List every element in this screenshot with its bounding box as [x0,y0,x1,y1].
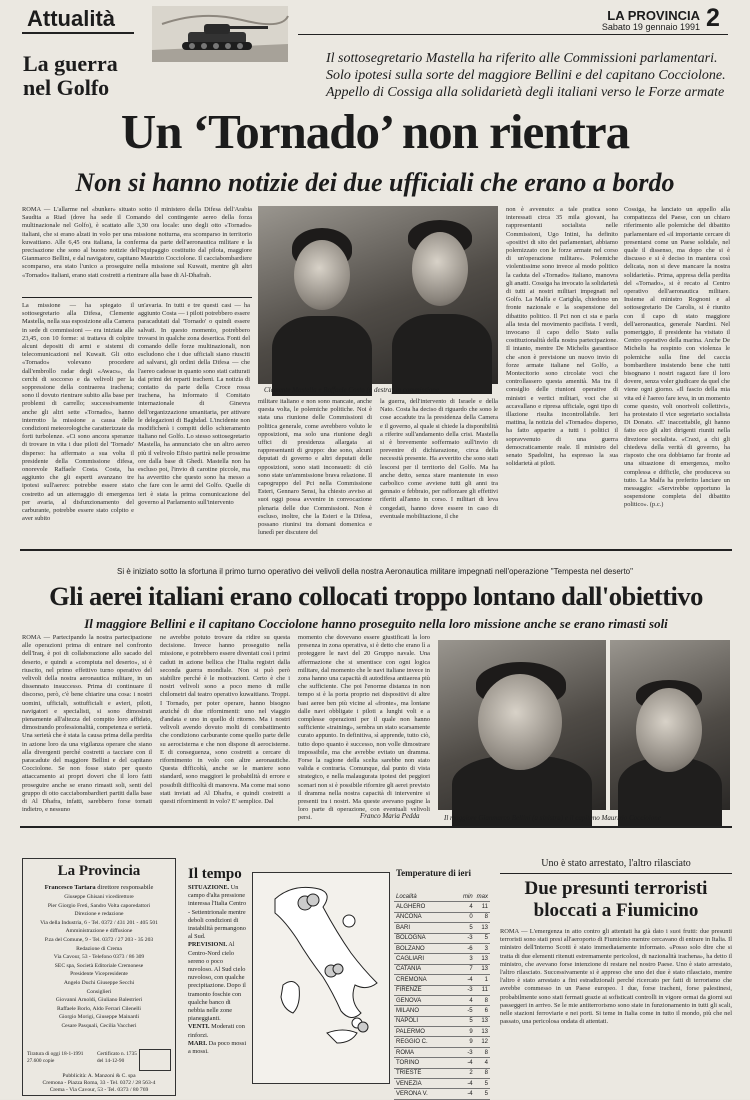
temperature-row [394,933,490,943]
max-temp-cell: 11 [475,985,490,995]
temperature-row [394,902,490,912]
masthead-box [22,858,176,1096]
section-label: Attualità [27,6,115,31]
lead-photo [258,206,498,384]
temperature-row [394,1037,490,1047]
masthead-box-line: Giorgio Morigi, Giuseppe Mainardi [58,1014,140,1021]
publisher-address: Cremona - Piazza Roma, 33 - Tel. 0372 / 28 563-4 [42,1080,156,1086]
second-byline: Franco Maria Pedda [360,812,420,820]
city-cell: BARI [394,923,460,933]
masthead-box-line: SEC spa, Società Editoriale Cremonese [54,962,144,969]
page-number: 2 [706,4,720,32]
max-temp-cell: 8 [475,995,490,1005]
temperature-row [394,954,490,964]
max-temp-cell: 5 [475,1079,490,1089]
intro-rule [22,297,252,298]
max-temp-cell: 13 [475,923,490,933]
max-temp-cell: 12 [475,1037,490,1047]
weather-title: Il tempo [188,866,242,882]
max-temp-cell: 13 [475,1016,490,1026]
weather-text [188,884,248,1056]
publisher-address-2: Crema - Via Cavour, 53 - Tel. 0373 / 80 769 [49,1087,149,1093]
cloud-sun-icon [352,1018,368,1032]
max-temp-cell: 8 [475,1068,490,1078]
min-temp-cell: 0 [460,912,475,922]
masthead-box-line: Direzione e redazione [74,911,124,918]
masthead-box-lines [23,893,175,1031]
min-temp-cell: -3 [460,933,475,943]
min-temp-cell: -3 [460,1047,475,1057]
third-headline-line-1: Due presunti terroristi [524,878,708,899]
temperature-row [394,1006,490,1016]
masthead-box-line: Giovanni Arnoldi, Giuliano Balestrieri [55,997,143,1004]
masthead-box-line: Presidente Vicepresidente [70,971,128,978]
city-cell: GENOVA [394,995,460,1005]
temperatures-title: Temperature di ieri [396,868,471,878]
city-cell: REGGIO C. [394,1037,460,1047]
min-temp-cell: 4 [460,902,475,912]
masthead-box-line: Via Cavour, 53 - Telefono 0373 / 86 309 [53,954,145,961]
temperature-row [394,912,490,922]
kicker-line-1: La guerra [23,51,118,76]
director-role: direttore responsabile [97,884,154,891]
max-temp-cell: 13 [475,964,490,974]
city-cell: CATANIA [394,964,460,974]
max-temp-cell: 11 [475,902,490,912]
min-temp-cell: -4 [460,1058,475,1068]
masthead-certificate: Certificato n. 1735 del 14-12-90 [97,1051,137,1064]
max-temp-cell: 8 [475,1047,490,1057]
mari-label: MARI. [188,1039,208,1047]
temperature-row [394,964,490,974]
previsioni-text: Al Centro-Nord cielo sereno o poco nuvoloso. Al Sud cielo nuvoloso, con qualche precipitazione. Dopo il tramonto foschie con qualche banco di nebbia nelle zone pianeggianti. [188,941,246,1023]
masthead-box-line: Angelo Duchi Giuseppe Secchi [63,979,135,986]
temperature-row [394,1089,490,1099]
director-name: Francesco Tartara [44,884,96,891]
mari-text: Da poco mossi a mossi. [188,1039,247,1056]
lead-subhead: Non si hanno notizie dei due ufficiali che erano a bordo [75,168,675,197]
second-photo-caption: Il maggiore Gianmarco Bellini (a sinistra) e il capitano Maurizio Cocciolone [444,814,661,822]
temperature-row [394,985,490,995]
city-cell: BOLOGNA [394,933,460,943]
deck-line-3: Appello di Cossiga alla solidarietà degli italiani verso le Forze armate [326,85,725,100]
masthead-box-line: Amministrazione e diffusione [65,928,133,935]
city-cell: PALERMO [394,1027,460,1037]
second-subhead: Il maggiore Bellini e il capitano Cocciolone hanno proseguito nella loro missione anche se erano rimasti soli [84,616,668,631]
temperatures-table-wrap [394,892,490,1100]
masthead-box-line: P.za del Comune, 9 - Tel. 0372 / 27 203 - 35 203 [44,936,154,943]
city-cell: CREMONA [394,975,460,985]
third-body: ROMA — L'emergenza in atto contro gli attentati ha già dato i suoi frutti: due presunti terroristi sono stati presi all'aeroporto di Fiumicino mentre cercavano di entrare in Italia. Il ministro dell'Interno Scotti è stato immediatamente informato. «Posso solo dire che si tratta di due elementi ritenuti estremamente pericolosi, di nazionalità irachena», ha detto il ministro, che avevano forse intenzione di restare nel nostro Paese. Uno è stato arrestato, l'altro rilasciato. Successivamente si è appreso che uno dei due è stato rilasciato, mentre l'altro è stato arrestato a fini estradizionali perché ricercato per fatti di terrorismo che avrebbe commesso in un Paese europeo. I due, forse iracheni, forse palestinesi, probabilmente sono stati fermati grazie ai sofisticati controlli in vigore ormai da giorni sui passeggeri in arrivo. Se le mie antiterrorismo sono state in funzionamento in tutti gli scali, nelle stazioni ferroviarie e nei porti. Si teme in Italia come in tutto il mondo, più che nel passato, una pericolosa ondata di attentati. [500,928,732,1026]
min-temp-cell: -4 [460,975,475,985]
city-cell: ROMA [394,1047,460,1057]
lead-column-6: Cossiga, ha lanciato un appello alla compattezza del Paese, con un chiaro riferimento alle polemiche del dibattito parlamentare ed «il importante cercare di presentarsi come un Paese solidale, nel quale il dissenso, ma dopo che si è discusso e si è deciso in maniera così delicata, non si deve mancare la nostra solidarietà». Prima, appresa della perdita del «Tornado», si è recato al Centro operativo dell'aeronautica militare. Insieme al ministro Rognoni e al sottosegretario De Carolis, si è riunito con il capo di stato maggiore dell'aeronautica, generale Nardini. Nel pomeriggio, il presidente ha visitato il Centro operativo della marina. Anche De Michelis ha respinto con violenza le polemiche sulla fine del caccia bombardiere insistendo bene che tutti bisognano i nostri ragazzi fare il loro dovere, senza voler giudicare da quel che viene ogni giorno. «Il fascio della mia vita ed è l'aereo fare ieva, in un momento come questo, voli onorivoli collettivi», ha protestato il vice segretario socialista Di Donato. «E' inaccettabile, gli hanno fatto eco gli altri dirigenti riuniti nella direzione socialista. «Craxi, a chi gli chiedeva della verità di governo, ha risposto che ora dobbiamo far fronte ad una situazione di emergenza, molto complessa e difficile, che produceva su tutto. La Malfa ha preferito lanciare un messaggio: «Servirebbe opportuno la sospensione completa del dibattito politico». (p.c.) [624,206,730,509]
min-temp-cell: 4 [460,995,475,1005]
second-photo-right [610,640,730,810]
max-temp-cell: 13 [475,1027,490,1037]
third-headline-line-2: bloccati a Fiumicino [533,900,699,921]
max-temp-cell: 8 [475,912,490,922]
min-temp-cell: 7 [460,964,475,974]
max-temp-cell: 5 [475,1089,490,1099]
city-cell: MILANO [394,1006,460,1016]
second-column-1: ROMA — Partecipando la nostra partecipazione alle operazioni prima di entrare nel confronto dell'Iraq, è poi di collaborazione allo sacado del deserto, e quindi a «compiuta nel deserto», si è riuscito, nel primo effettivo turno operativo del velivoli della nostra aeronautica militare, in un dissennato insuccesso. Prima di continuare il discorso, però, c'è bene chiarire una cosa: i nostri uomini, ufficiali, sottufficiali e avieri, piloti, navigatori e specialisti, si sono dimostrati pienamente all'altezza del compito loro affidato, dimostrando professionalità, competenza e serietà. Una serietà che è stata la causa prima della perdita in azione loro da una vigilanza operare che siano alla divergenti perché costretti a tacciare con il paracadute del maggiore Bellini e del capitano Cocciolone. Se non fosse stato per questo attaccamento ai propri doveri che il loro fatti proseguire anche se erano rimasti soli, senti del gruppo di otto cacciabombardieri partiti dalla base di Al Dhafra, infatti, sarebbero forse tornati indietro, e nessuno [22,634,152,814]
deck-line-2: Solo ipotesi sulla sorte del maggiore Bellini e del capitano Cocciolone. [326,68,726,83]
city-cell: CAGLIARI [394,954,460,964]
paper-date: Sabato 19 gennaio 1991 [601,22,700,32]
temperatures-header-cell: Località [394,892,460,902]
lead-headline: Un ‘Tornado’ non rientra [120,104,630,159]
lead-column-2: un'avaria. In tutti e tre questi casi — ha aggiunto Costa — i piloti potrebbero essere paracadutati dal 'Tornado' o quindi essere salvati. In questo momento, potrebbero trovarsi in qualche zona desertica. Fonti del comando delle forze multinazionali, non escludono che i due ufficiali siano riusciti ad salvarsi, gli ordini della Difesa — che l'aereo cadesse in quanto sono stati catturati dai primi dei reparti iracheni. La notizia di contatto da parte della Croce rossa irachena, ha informato il Comitato internazionale di Ginevra dell'organizzazione umanitaria, per attivare le delegazioni di Baghdad. L'incidente non modificherà i compiti dello schieramento italiano nel Golfo. Lo stesso sottosegretario Mastella, ha annunciato che un altro aereo più il velivolo Efisio partirà nelle prossime ore dalla base di Ghedi. Mastella non ha escluso poi, l'invio di carotine piccole, ma ha avvertito che questo sono ha messo a che fare con le armi del Golfo. Quelle di ieri è stata la prima comunicazione del governo al Parlamento sull'intervento [138,302,250,506]
max-temp-cell: 5 [475,933,490,943]
weather-map [252,872,390,1084]
city-cell: TRIESTE [394,1068,460,1078]
situazione-text: Un campo d'alta pressione interessa l'Italia Centro - Settentrionale mentre deboli condizioni di instabilità permangono al Sud. [188,884,247,941]
city-cell: TORINO [394,1058,460,1068]
min-temp-cell: 5 [460,1016,475,1026]
masthead-box-line: Consiglieri [86,988,112,995]
temperatures-table [394,892,490,1100]
max-temp-cell: 1 [475,975,490,985]
third-headline [500,878,732,922]
venti-text: Moderati con rinforzi. [188,1023,245,1039]
min-temp-cell: -6 [460,943,475,953]
publisher-name: Pubblicità: A. Manzoni & C. spa [62,1073,136,1079]
temperature-row [394,923,490,933]
city-cell: BOLZANO [394,943,460,953]
previsioni-label: PREVISIONI. [188,941,228,949]
temperature-row [394,1058,490,1068]
temperatures-header-row [394,892,490,902]
bottom-divider [20,826,732,828]
situazione-label: SITUAZIONE. [188,884,230,891]
certification-seal [139,1049,171,1071]
sun-icon [343,915,355,927]
masthead-publisher [23,1073,175,1094]
masthead-rule [298,34,728,35]
city-cell: ANCONA [394,912,460,922]
min-temp-cell: -5 [460,1006,475,1016]
temperatures-header-cell: min [460,892,475,902]
lead-column-5: non è avvenuto: a tale pratica sono interessati circa 35 mila giovani, ha rappresentanti socialista nelle Commissioni, Ugo Intini, ha definito «positivi di sito dei parlamentari, abbiamo polemizzato con le forze armate nel corso di un'operazione militare». Polemiche violentissime sono invece al modo politico la caduta del «Tornado» italiano, manovra gli anatti. Cossiga ha invocato la solidarietà di tutti ai nostri militari impegnati nel Golfo. La Malfa e Carighla, chiedono un fronte nazionale e la sospensione del dibattito politico. Il Pci non ci sta e parla alla testa del movimento pacifista. I verdi, invocano il capo dello Stato sulla costituzionalità della nostra partecipazione. Il intanto, mentre De Michelis garantisce che «non è previsione un nuovo invio di forze armate italiane nel Golfo, a Montecitorio sono circolate voci che controllassero questa amenità. Ma tra il consiglio delle riunioni operative di ministri e vertici militari, voci che si accavallano e ripresa ufficiale, ogni tipo di illazione risulta incontrollabile. Ieri mattina, la notizia del «Tornado» disperso, ha fatto apparire a tutti i politici il sopravvenuto di una guerra democraticamente reale. Il ministro del senato Spadolini, ha espresso la sua solidarietà ai piloti. [506,206,618,468]
min-temp-cell: 2 [460,1068,475,1078]
lead-column-3: militare italiano e non sono mancate, anche questa volta, le polemiche politiche. Noi è stata una riunione delle Commissioni di politica generale, come avrebbero voluto le opposizioni, ma solo una riunione degli uffici di presidenza allargata ai rappresentanti di gruppo: due sono, alcuni deputati di governo e altri deputati delle opposizioni, sono stati inconsueti: di ciò sono state un'ammissione brava relazione. Il capogruppo del Pci nella Commissione Esteri, Gennaro Sensi, ha chiesto avviso ai suoi oggi possa avvenire in convocazione plenaria delle due Commissioni. Non è escluso, inoltre, che la Esteri e la Difesa, possano riunirsi tra domani domenica e lunedì per discutere del [258,398,372,537]
temperature-row [394,1079,490,1089]
third-kicker: Uno è stato arrestato, l'altro rilasciato [541,858,691,869]
masthead-box-line: Redazione di Crema [76,945,122,952]
temperature-row [394,1047,490,1057]
min-temp-cell: 5 [460,923,475,933]
masthead-box-line: Giuseppe Ghisani vicedirettore [64,894,134,900]
paper-name: LA PROVINCIA [607,8,700,23]
city-cell: ALGHERO [394,902,460,912]
lead-deck [326,50,726,101]
min-temp-cell: -4 [460,1079,475,1089]
masthead-box-line: Raffaele Borlo, Aldo Ferrari Cilenelli [57,1005,141,1012]
second-photo-left [438,640,606,810]
city-cell: NAPOLI [394,1016,460,1026]
min-temp-cell: 9 [460,1027,475,1037]
max-temp-cell: 3 [475,943,490,953]
temperature-row [394,1027,490,1037]
masthead-box-line: Cesare Pasquali, Cecilia Vaccheri [61,1022,137,1029]
max-temp-cell: 6 [475,1006,490,1016]
tank-illustration [152,6,288,62]
second-column-2: ne avrebbe potuto trovare da ridire su questa decisione. Invece hanno proseguito nella missione, e potrebbero essere diventati così i primi caduti in azione bellica che l'Italia registri dalla seconda guerra mondiale. Non si può però stabilire perché è le motivazioni. Certo è che i nostri velivoli sono a poco meno di mille chilometri dal teatro operativo kuwaitiano. Troppi. I Tornado, per poter operare, hanno bisogno anziché di due rifornimenti: uno nel viaggio d'andata e uno in quello di ritorno. Ma i nostri velivoli avendo dovuto molti di combattimento che condiziono carburante come quello parte delle su aerocisterna e che non dispone di aerocisterne. E di conseguenza, sono costretti a cercare di rifornimento in volo con altre aeronautiche. Questa difficoltà, anche se le maniere sono standard, sono maggiori le probabilità di errore e possibili difficoltà di manovra. Ma come mai sono stati inviati ad Al Dhafra, e quindi costretti a questi rifornimenti in volo? E' semplice. Dal [160,634,290,806]
masthead-box-line: Via della Industria, 6 - Tel. 0372 / 431 201 - 405 501 [40,919,158,926]
venti-label: VENTI. [188,1023,210,1031]
city-cell: VENEZIA [394,1079,460,1089]
min-temp-cell: -4 [460,1089,475,1099]
temperature-row [394,1068,490,1078]
min-temp-cell: -3 [460,985,475,995]
city-cell: FIRENZE [394,985,460,995]
masthead-box-title: La Provincia [57,863,141,879]
temperature-row [394,1016,490,1026]
deck-line-1: Il sottosegretario Mastella ha riferito alle Commissioni parlamentari. [326,51,718,66]
masthead-director-line [23,884,175,891]
min-temp-cell: 3 [460,954,475,964]
third-rule [500,873,732,874]
max-temp-cell: 4 [475,1058,490,1068]
masthead-box-line: Pier Giorgio Freti, Sandro Volta caporedattori [47,902,151,909]
max-temp-cell: 13 [475,954,490,964]
lead-column-1: La missione — ha spiegato il sottosegretario alla Difesa, Clemente Mastella, nella sua esposizione alla Camera in sede di commissioni — era iniziata alle 23,45, con 10 forme: si trattava di colpire alcuni depositi di armi e sistemi di telecomunicazioni nel Kuwait. Gli otto «Tornado» volevano procedere dall'embrollo radar degli «Awacs», da cerchi di soccorso e da velivoli per la soppressione della contraerea irachena; sono il dovuto rientrare subito alla base per problemi di carrello; successivamente anche gli altri sette «Tornado», hanno interrotto la missione a causa delle condizioni meteorologiche caratterizzate da forti turbolenze. «Ci sono ancora speranze di trovare in vita i due piloti del 'Tornado' disperso: ha affermato a sua volta il presidente della Commissione difesa, onorevole Raffaele Costa. Costa, ha aggiunto che gli esperti avanzano tre ipotesi sull'aereo: potrebbe essere stato costretto ad un atterraggio di emergenza per avaria, al disfunzionamento del carburante, potrebbe essere stato colpito e aver subito [22,302,134,523]
story-divider [20,549,732,551]
lead-column-4: la guerra, dell'intervento di Israele e della Nato. Costa ha deciso di riguardo che sono le cose accadute tra la presidenza della Camera e il governo, al quale si chiede la disponibilità a riferire sull'andamento della crisi. Mastella si è brevemente soffermato sull'invio di prevenire di dichiarazione, circa della necessità presente. Ha avvertito che sono stati lescorsi per il territorio del Golfo. Ma ha anche detto, senza stare mantenute in esso carbolico come avviene tutti gli anni tra gennaio e febbraio, per rafforzare gli effettivi riferiti all'anno in corso. I militari di leva congedati, hanno dove essere in caso di eventuale mobilitazione, il che [380,398,498,520]
lead-photo-caption: Clemente Mastella e Raffaele Costa (a destra) in commissione [264,386,439,394]
temperature-row [394,995,490,1005]
masthead-tiratura: Tiratura di oggi 18-1-1991 27.600 copie [27,1051,84,1064]
temperature-row [394,975,490,985]
temperatures-header-cell: max [475,892,490,902]
section-rule [22,32,134,34]
city-cell: VERONA V. [394,1089,460,1099]
second-column-3: momento che dovevano essere giustificati la loro presenza in zona operativa, si è detto che erano lì a proteggere le navi del 20 Gruppo navale. Una affermazione che si smentisce con ogni logica militare, dal momento che le navi italiane invece in zona hanno una capacità di autodifesa antiaerea più che sufficiente. Che poi l'enorme distanza in non tempo si è la porta proprio nei dispositivi di altre basi aeree ben più vicine al «fronte», ma lontane dalle navi obbligate i piloti a lunghi voli e a complesse operazioni per il quale non hanno sufficiente «training», sembra un stato scarsamente curato appunto. In definitiva, sì apprende, tutto ciò, tutto dopo quanto è successo, non volle dimostrare impossibile, ma che avrebbe evitato un dramma. Forse la ragione della scelta sarebbe non stato valida e contraria. Comunque, dal punto di vista strategico, e nella malaugurata ipotesi dei peggiori scenari non si è possibile rifornire gli aerei previsto il dramma nella nostra capacità di intervenire si presenti tra i nostri. Ma queste avevano pagine la loro parte di operazione, con eventuali velivoli persi. [298,634,430,822]
temperature-row [394,943,490,953]
second-kicker: Si è iniziato sotto la sfortuna il primo turno operativo dei velivoli della nostra Aeronautica militare impegnati nell'operazione "Tempesta nel deserto" [117,567,633,576]
min-temp-cell: 9 [460,1037,475,1047]
second-headline: Gli aerei italiani erano collocati troppo lontano dall'obiettivo [49,581,703,611]
lead-intro: ROMA — L'allarme nel «bunker» situato sotto il ministero della Difesa dell'Arabia Saudita a Riad (dove ha sede il Comando del contingente aereo della forza multinazionale nel Golfo), è scattato alle 3,30 ora locale: uno degli otto «Tornado» italiani, che si erano alzati in volo per una missione notturna, era scomparso in territorio kuwaitiano. Alle 6,45 ora italiana, la conferma da parte dell'aeronautica militare e la precisazione che sono al buono notizie dell'equipaggio costituito dal pilota, maggiore Gianmarco Bellini, e dal navigatore, capitano Maurizio Cocciolone. Il cacciabombardiere scomparso, era stato l'unico a proseguire nella missione sul Kuwait, mentre gli altri «Tornado» italiani, erano stati costretti a rientrare alla base di Al-Dhafrah. [22,206,252,279]
kicker-line-2: nel Golfo [23,75,110,100]
